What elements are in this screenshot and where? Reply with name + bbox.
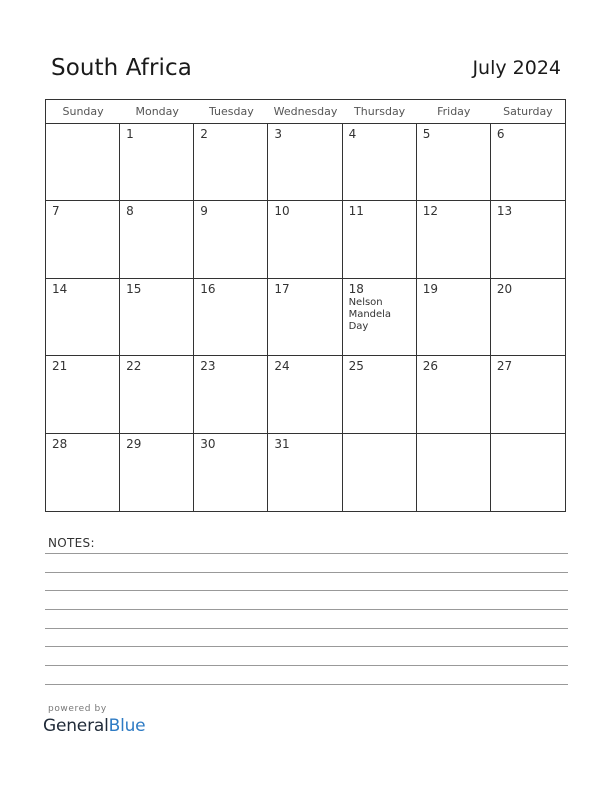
day-number: 16 <box>200 281 216 296</box>
day-cell <box>268 434 342 511</box>
day-cell <box>491 434 565 511</box>
day-cell <box>343 201 417 278</box>
note-line <box>45 572 568 573</box>
day-number: 15 <box>126 281 142 296</box>
powered-by-text: powered by <box>48 704 107 714</box>
day-cell <box>268 201 342 278</box>
day-cell <box>46 434 120 511</box>
day-cell <box>417 356 491 433</box>
day-number: 25 <box>348 359 364 374</box>
day-cell <box>120 201 194 278</box>
day-cell <box>343 434 417 511</box>
day-number: 26 <box>422 359 438 374</box>
day-number: 27 <box>496 359 513 374</box>
day-number: 13 <box>496 204 513 219</box>
day-cell <box>491 356 565 433</box>
day-number: 30 <box>200 436 216 451</box>
day-cell <box>46 124 120 201</box>
note-line <box>45 553 568 554</box>
day-cell <box>417 279 491 356</box>
day-cell <box>491 279 565 356</box>
day-number: 14 <box>52 281 68 296</box>
brand-blue: Blue <box>108 716 146 736</box>
weekday-friday: Friday <box>437 105 471 118</box>
holiday-label: Nelson Mandela Day <box>348 296 392 332</box>
day-number: 12 <box>422 204 438 219</box>
weekday-monday: Monday <box>135 105 179 118</box>
day-number: 3 <box>274 127 283 141</box>
note-line <box>45 665 568 666</box>
day-cell <box>491 201 565 278</box>
day-number: 9 <box>200 204 208 219</box>
day-cell <box>194 124 268 201</box>
day-cell <box>46 279 120 356</box>
month-title: July 2024 <box>472 57 561 79</box>
brand-general: General <box>43 716 109 736</box>
day-number: 8 <box>126 204 134 219</box>
day-number: 4 <box>348 127 357 141</box>
day-cell <box>120 124 194 201</box>
day-number: 5 <box>422 127 431 141</box>
day-number: 18 <box>348 281 364 296</box>
day-number: 11 <box>348 204 364 219</box>
day-number: 31 <box>274 436 290 451</box>
day-cell <box>194 279 268 356</box>
day-cell <box>46 356 120 433</box>
day-cell <box>120 279 194 356</box>
day-cell <box>46 201 120 278</box>
day-cell <box>194 434 268 511</box>
note-line <box>45 609 568 610</box>
weekday-saturday: Saturday <box>503 105 553 118</box>
day-cell <box>194 356 268 433</box>
day-cell <box>417 434 491 511</box>
day-cell <box>417 124 491 201</box>
day-cell <box>268 124 342 201</box>
weekday-header <box>46 100 565 124</box>
day-cell <box>268 279 342 356</box>
note-line <box>45 684 568 685</box>
day-number: 23 <box>200 359 216 374</box>
day-number: 20 <box>496 281 513 296</box>
note-line <box>45 590 568 591</box>
note-line <box>45 646 568 647</box>
day-number: 22 <box>126 359 142 374</box>
day-number: 21 <box>52 359 68 374</box>
day-number: 10 <box>274 204 290 219</box>
note-line <box>45 628 568 629</box>
day-number: 28 <box>52 436 68 451</box>
day-number: 24 <box>274 359 290 374</box>
country-title: South Africa <box>51 55 192 81</box>
day-cell <box>343 279 417 356</box>
day-cell <box>417 201 491 278</box>
weekday-thursday: Thursday <box>354 105 406 118</box>
day-cell <box>343 124 417 201</box>
day-cell <box>343 356 417 433</box>
day-cell <box>491 124 565 201</box>
day-cell <box>120 356 194 433</box>
day-number: 6 <box>496 127 505 141</box>
day-number: 2 <box>200 127 208 141</box>
day-number: 19 <box>422 281 438 296</box>
day-number: 1 <box>126 127 134 141</box>
day-number: 29 <box>126 436 142 451</box>
day-cell <box>194 201 268 278</box>
day-number: 17 <box>274 281 290 296</box>
weekday-sunday: Sunday <box>62 105 104 118</box>
calendar-body <box>46 124 565 511</box>
weekday-wednesday: Wednesday <box>273 105 338 118</box>
calendar-grid <box>45 99 566 512</box>
notes-label: NOTES: <box>48 536 95 550</box>
day-number: 7 <box>52 204 60 219</box>
day-cell <box>120 434 194 511</box>
day-cell <box>268 356 342 433</box>
generalblue-logo <box>43 716 145 736</box>
weekday-tuesday: Tuesday <box>208 105 254 118</box>
